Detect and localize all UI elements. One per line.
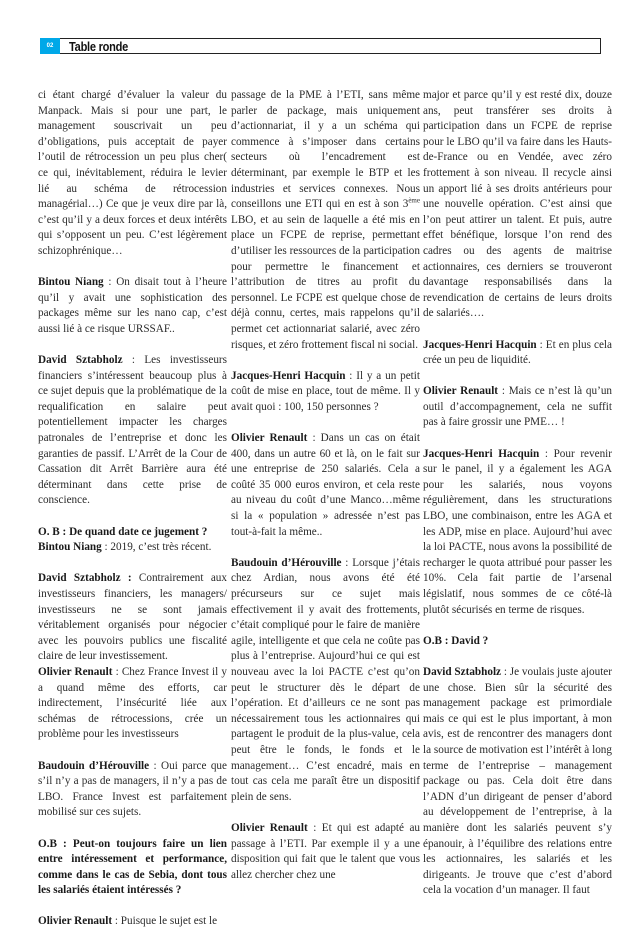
paragraph: David Sztabholz : Les investisseurs financiers s’intéressent beaucoup plus à ce sujet depuis que la problématique de la requalification en salaire peut potentiellement impacter les charges patronales de l’entreprise et donc les garanties de passif. L’Arrêt de la Cour de Cassation dit Arrêt Barrière aura été déterminant dans cette prise de conscience.	[38, 354, 227, 507]
speaker-name: Baudouin d’Hérouville	[231, 556, 342, 569]
interviewer-question: O.B : David ?	[423, 634, 489, 647]
speaker-name: Olivier Renault	[231, 432, 308, 445]
speaker-name: Jacques-Henri Hacquin	[231, 369, 346, 382]
speaker-name: David Sztabholz	[423, 665, 502, 678]
paragraph: Olivier Renault : Et qui est adapté au passage à l’ETI. Par exemple il y a une disposition qui fait que le talent que vous allez chercher chez une	[231, 821, 421, 881]
paragraph: David Sztabholz : Contrairement aux investisseurs financiers, les managers/ investisseurs ne se sont jamais véritablement organisés pour négocier avec les pouvoirs publics une fiscalité claire de leur investissement.	[38, 572, 227, 663]
speaker-name: Olivier Renault	[38, 665, 113, 678]
article-column-1	[38, 88, 227, 946]
speaker-name: David Sztabholz	[38, 354, 123, 367]
paragraph: Bintou Niang : 2019, c’est très récent.	[38, 541, 212, 554]
paragraph: passage de la PME à l’ETI, sans même parler de package, mais uniquement d’actionnariat, il y a un schéma qui commence à s’imposer dans certains secteurs où l’encadrement est déterminant, par exemple le BTP et les industries et services connexes. Nous conseillons une ETI qui en est à son 3ème LBO, et au sein de laquelle a été mis en place un FCPE de reprise, permettant d’utiliser les ressources de la participation pour permettre le financement et l’attribution de titres au profit du personnel. Le FCPE est quelque chose de déjà connu, certes, mais rappelons qu’il permet cet actionnariat salarié, avec zéro risques, et zéro frottement fiscal ni social.	[231, 89, 420, 351]
paragraph: Baudouin d’Hérouville : Oui parce que s’il n’y a pas de managers, il n’y a pas de LBO. France Invest est parfaitement mobilisé sur ces sujets.	[38, 759, 227, 819]
paragraph: Olivier Renault : Chez France Invest il y a quand même des efforts, car indirectement, l’insécurité liée aux schémas de rétrocessions, crée un problème pour les investisseurs	[38, 665, 228, 741]
paragraph: David Sztabholz : Je voulais juste ajouter une chose. Bien sûr la sécurité des management package est primordiale mais ce qui est le plus important, à mon avis, est de rencontrer des managers dont la source de motivation est l’intérêt à long terme de l’entreprise – management package ou pas. Cela doit être dans l’ADN d’un dirigeant de penser d’abord au développement de l’entreprise, à la manière dont les salariés peuvent s’y épanouir, à l’équilibre des relations entre les actionnaires, les salariés et les dirigeants. Je trouve que c’est d’abord cela la vocation d’un manager. Il faut	[423, 665, 613, 897]
paragraph: Olivier Renault : Dans un cas on était 400, dans un autre 60 et là, on le fait sur une entreprise de 250 salariés. Cela a coûté 35 000 euros environ, et cela reste au niveau du coût d’une Manco…même si la « population » adressée n’est pas tout-à-fait la même..	[231, 432, 420, 538]
speaker-name: Bintou Niang	[38, 276, 104, 289]
section-header	[40, 38, 601, 54]
speaker-name: Baudouin d’Hérouville	[38, 759, 150, 772]
paragraph: Olivier Renault : Puisque le sujet est le	[38, 915, 218, 928]
section-title: Table ronde	[69, 38, 129, 54]
speaker-name: Olivier Renault	[38, 915, 113, 928]
interviewer-question: O. B : De quand date ce jugement ?	[38, 525, 208, 538]
speaker-name: Olivier Renault	[231, 821, 308, 834]
paragraph: Jacques-Henri Hacquin : Pour revenir sur le panel, il y a également les AGA pour les salariés, nous voyons régulièrement, dans les structurations LBO, une combinaison, entre les AGA et les ADP, mise en place. Aujourd’hui avec la loi PACTE, nous avons la possibilité de recharger le quota attribué pour passer les 10%. Cela fait partie de l’arsenal législatif, nous sommes de ce côté-là plutôt sécurisés en terme de risques.	[423, 447, 612, 616]
speaker-name: Jacques-Henri Hacquin	[423, 447, 540, 460]
interviewer-question: O.B : Peut-on toujours faire un lien entre intéressement et performance, comme dans le cas de Sebia, dont tous les salariés étaient intéressés ?	[38, 837, 227, 897]
speaker-name: David Sztabholz :	[38, 572, 132, 585]
speaker-name: Bintou Niang	[38, 541, 102, 554]
paragraph: Baudouin d’Hérouville : Lorsque j’étais chez Ardian, nous avons été été précurseurs sur ce sujet mais effectivement il y avait des frottements, c’était compliqué pour le faire de manière agile, intelligente et que cela ne coûte pas plus à l’entreprise. Aujourd’hui ce qui est nouveau avec la loi PACTE c’est qu’on peut le structurer dès le départ de l’opération. Et d’ailleurs ce ne sont pas nécessairement tous les actionnaires qui partagent le produit de la plus-value, cela peut être le fonds, le fonds et le management… C’est encadré, mais en tout cas cela me paraît être un dispositif plein de sens.	[231, 556, 420, 803]
article-column-3	[423, 88, 612, 914]
paragraph: ci étant chargé d’évaluer la valeur du Manpack. Mais si pour une part, le management souscrivait un peu d’obligations, puis acceptait de payer l’outil de rétrocession un peu plus cher( ce qui, inévitablement, réduira le levier lié au schéma de rétrocession managérial…) Ce que je veux dire par là, c’est qu’il y a deux forces et deux intérêts qui s’opposent un peu. C’est légèrement schizophrénique…	[38, 89, 227, 257]
speaker-name: Jacques-Henri Hacquin	[423, 338, 537, 351]
paragraph: Jacques-Henri Hacquin : Il y a un petit coût de mise en place, tout de même. Il y avait quoi : 100, 150 personnes ?	[231, 369, 420, 413]
page-number-badge: 02	[40, 38, 60, 54]
paragraph: major et parce qu’il y est resté dix, douze ans, peut transférer ses droits à participation dans un FCPE de reprise pour le LBO qu’il va faire dans les Hauts-de-France ou en Vendée, avec zéro frottement à son niveau. Il recycle ainsi un apport lié à ses droits antérieurs pour une nouvelle opération. C’est ainsi que l’on peut attirer un talent. Et puis, autre effet bénéfique, lorsque l’on rend des cadres ou des agents de maitrise actionnaires, ces derniers se trouveront davantage responsabilisés dans la revendication de certains de leurs droits de salariés….	[423, 89, 612, 320]
paragraph: Olivier Renault : Mais ce n’est là qu’un outil d’accompagnement, cela ne suffit pas à faire grossir une PME… !	[423, 385, 613, 429]
paragraph: Bintou Niang : On disait tout à l’heure qu’il y avait une sophistication des packages même sur les nano cap, c’est aussi lié à ce risque URSSAF..	[38, 276, 227, 335]
article-column-2	[231, 88, 420, 899]
speaker-name: Olivier Renault	[423, 385, 499, 398]
paragraph: Jacques-Henri Hacquin : Et en plus cela crée un peu de liquidité.	[423, 338, 612, 367]
